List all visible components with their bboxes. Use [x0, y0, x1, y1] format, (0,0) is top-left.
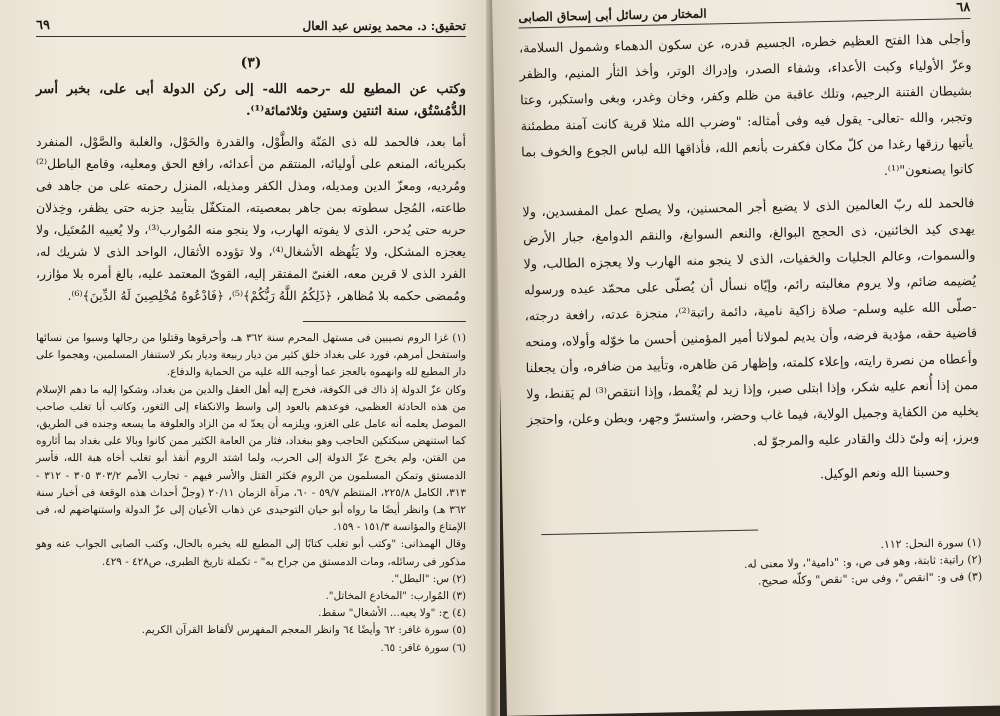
footnote: (٣) فى و: "انقص"، وفى س: "نقص" وكلّه صحيح. [757, 569, 983, 588]
footnote: وقال الهمذانى: "وكتب أبو تغلب كتابًا إلى المطيع لله يخبره بالحال، وكتب الصابى الجواب عنه وهو مذكور فى رسائله، ومات الدمستق من جراح به" - تكملة تاريخ الطبرى، ص٤٢٨ - ٤٢٩. [36, 538, 466, 568]
footnote: (٥) سورة غافر: ٦٢ وأيضًا ٦٤ وانظر المعجم المفهرس لألفاظ القرآن الكريم. [141, 624, 466, 637]
footnote: (٢) س: "البطل". [391, 572, 466, 585]
page-header [36, 18, 466, 37]
running-header: تحقيق: د. محمد يونس عبد العال [302, 18, 466, 33]
footnote: وكان عزّ الدولة إذ ذاك فى الكوفة، فخرج إليه أهل العقل والدين من بغداد، وشكوا إليه ما دهم الإسلام من هذه الحادثة العظمى، فوعدهم بالعود إلى واسط والانكفاء إلى الثغور، وكاتب أبا تغلب صاحب الموصل يعلمه أنه عامل على الغزو، ويلزمه أن يعدّ له من الزاد والعلوفة ما يسعه وجنده فى الطريق، كما استنهض سبكتكين الحاجب وهو ببغداد، فثار من العامة الكثير ممن كانوا وبالا على بغداد بما أثاروه من الفتن، ولم يخرج عزّ الدولة إلى الحرب، ولما اشتد الروم أنفذ أبو تغلب أخاه هبة الله، فأسر الدمستق وتمكن المسلمون من الروم فكثر القتل والأسر فيهم - تجارب الأمم ٣٠٣/٢ ٣٠٥ - ٣١٢ - ٣١٣، الكامل ٢٢٥/٨، المنتظم ٥٩/٧ - ٦٠، مرآة الزمان ٢٠/١١ (وجلّ أحداث هذه الوقعة فى أخبار سنة ٣٦٢ هـ) وانظر أيضًا ما رواه أبو حيان التوحيدى عن ذهاب الأعيان إلى عزّ الدولة واستنهاضهم له، فى الإمتاع والمؤانسة ١٥١/٣ - ١٥٩. [36, 383, 467, 534]
footnote: (١) غزا الروم نصيبين فى مستهل المحرم سنة ٣٦٢ هـ، وأحرقوها وقتلوا من رجالها وسبوا من نسائها واستفحل أمرهم، فورد على بغداد خلق كثير من ديار ربيعة وديار بكر لاستنفار المسلمين، وهجموا على دار المطيع لله وانهموه بالعجز عما أوجبه الله عليه من الحماية والدفاع. [36, 332, 466, 379]
footnote-divider [541, 530, 758, 536]
footnote-divider [303, 321, 466, 322]
closing-line: وحسبنا الله ونعم الوكيل. [819, 464, 951, 483]
letter-body: فالحمد لله ربّ العالمين الذى لا يضيع أجر المحسنين، ولا يصلح عمل المفسدين، ولا يهدى كيد الخائنين، ذى الحجج البوالغ، والنعم السوابغ، والنقم الدوامغ، جبار الأرض والسموات، وعالم الجليات والخفيات، الذى لا ينجو منه الهارب ولا يعجزه الطالب، ولا يُضيمه ضائم، ولا يروم مغالبته رائم، وإيّاه نسأل أن يُصلّى على محمّد عبده ورسوله -صلّى الله عليه وسلم- صلاة زاكية نامية، دائمة راتبة⁽²⁾، منجزة عدته، رافعة درجته، قاضية حقه، مؤدية فرضه، وأن يديم لمولانا أمير المؤمنين أحسن ما خوّله وأولاه، ومنحه وأعطاه من نصرة رايته، وإعلاء كلمته، وإظهار مَن ظاهره، وتأييد من ضافره، وأن يجعلنا ممن إذا أُنعم عليه شكر، وإذا ابتلى صبر، وإذا زيد لم يُغْمط، وإذا انتقص⁽³⁾ لم يَقنط، ولا يخليه من الكفاية وجميل الولاية، فيما غاب وحضر، واستسرّ وجهر، وبطن وعلن، واحتجز وبرز، إنه ولىّ ذلك والقادر عليه والمرجوّ له. [522, 195, 980, 450]
page-number: ٦٨ [956, 0, 971, 16]
footnotes [529, 534, 982, 594]
right-page [492, 0, 1000, 716]
left-page [0, 0, 492, 716]
footnote: (٢) راتبة: ثابتة، وهو فى ص، و: "دامية"، ولا معنى له. [743, 552, 982, 571]
footnotes [36, 330, 466, 657]
letter-heading: وكتب عن المطيع لله -رحمه الله- إلى ركن الدولة أبى على، بخبر أسر الدُّمُسْتُق، سنة اثنتين وستين وثلاثمائة⁽¹⁾. [36, 82, 466, 119]
section-number: (٣) [240, 55, 262, 71]
footnote: (٦) سورة غافر: ٦٥. [380, 641, 466, 654]
page-number: ٦٩ [36, 18, 50, 33]
running-header: المختار من رسائل أبى إسحاق الصابى [518, 6, 707, 24]
footnote: (١) سورة النحل: ١١٢. [880, 535, 982, 551]
letter-body: أما بعد، فالحمد لله ذى المَنّة والطَّوْل، والقدرة والحَوْل، والغلبة والصَّوْل، المنفرد بكبريائه، المنعم على أوليائه، المنتقم من أعدائه، رافع الحق ومعليه، وقامع الباطل⁽²⁾ ومُرديه، ومعزّ الدين ومديله، ومذل الكفر ومذيله، المنزل رحمته على من جاهد فى طاعته، المُحِل سطوته بمن جاهر بمعصيته، المتكفّل بتأييد جزبه حتى يظفر، وخِذلان حربه حتى يُدحر، الذى لا يفوته الهارب، ولا ينجو منه المُوارب⁽³⁾، ولا يُعييه المُعتَيل، ولا يعجزه المشكل، ولا يَئُهظه الأشغال⁽⁴⁾، ولا تؤوده الأثقال، الواحد الذى لا شريك له، الفرد الذى لا قرين معه، الغنىّ المفتقر إليه، القوىّ المعتمد عليه، بالغ أمره بلا مؤازر، ومُمضى حكمه بلا مُظاهر، ﴿ذَلِكُمُ اللَّهُ رَبُّكُمْ﴾⁽⁵⁾، ﴿فَادْعُوهُ مُخْلِصِينَ لَهُ الدِّينَ﴾⁽⁶⁾. [36, 134, 466, 303]
footnote: (٣) المُوارب: "المخادع المخاتل". [325, 590, 466, 603]
footnote: (٤) ح: "ولا يعيه... الأشغال" سقط. [318, 607, 466, 620]
letter-body: وأجلى هذا الفتح العظيم خطره، الجسيم قدره، عن سكون الدهماء وشمول السلامة، وعزّ الأولياء وكبت الأعداء، وشفاء الصدر، وإدراك الوتر، وأخذ الثأر المنيم، والظفر بشيطان الفتنة الرجيم، وتلك عاقبة من ظلم وكفر، وخان وغدر، وبغى واستكبر، وعتا وتجبر، والله -تعالى- يقول فيه وفى أمثاله: "وضرب الله مثلا قرية كانت آمنة مطمئنة يأتيها رزقها رغدا من كلّ مكان فكفرت بأنعم الله، فأذاقها الله لباس الجوع والخوف بما كانوا يصنعون"⁽¹⁾. [518, 31, 974, 179]
